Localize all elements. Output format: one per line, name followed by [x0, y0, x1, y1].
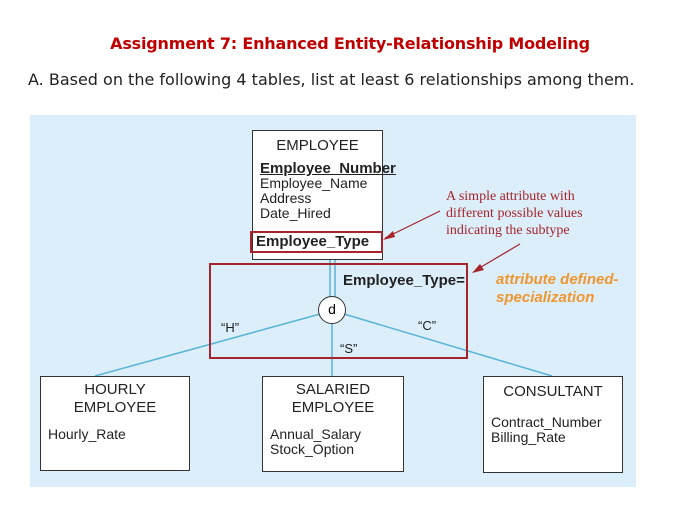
- hourly-employee-entity: [40, 376, 190, 471]
- employee-number-key: Employee_Number: [260, 160, 396, 177]
- salaried-value-label: “S”: [340, 341, 358, 356]
- discriminator-label: Employee_Type=: [343, 272, 465, 289]
- hourly-entity-name: HOURLY: [84, 381, 146, 398]
- specialization-note-line: specialization: [496, 289, 595, 306]
- specialization-note-line: attribute defined-: [496, 271, 619, 288]
- disjoint-symbol: d: [318, 296, 346, 324]
- annotation-line: indicating the subtype: [446, 223, 570, 238]
- specialization-note: [496, 271, 619, 307]
- employee-type-discriminator: Employee_Type: [250, 231, 383, 253]
- contract-number-attr: Contract_Number: [491, 414, 602, 430]
- stock-option-attr: Stock_Option: [270, 441, 355, 457]
- annotation-line: A simple attribute with: [446, 189, 575, 204]
- annotation-arrowhead: [383, 231, 395, 240]
- employee-name-attr: Employee_Name: [260, 175, 368, 191]
- attribute-annotation: [446, 188, 626, 239]
- annual-salary-attr: Annual_Salary: [270, 426, 362, 442]
- instruction-text: A. Based on the following 4 tables, list at least 6 relationships among them.: [28, 70, 635, 89]
- date-hired-attr: Date_Hired: [260, 205, 331, 221]
- note-arrowhead: [472, 264, 484, 273]
- assignment-title: Assignment 7: Enhanced Entity-Relationship Modeling: [110, 34, 590, 53]
- address-attr: Address: [260, 190, 312, 206]
- employee-entity-name: EMPLOYEE: [276, 137, 359, 154]
- salaried-entity-name: SALARIED: [295, 381, 371, 398]
- salaried-employee-entity: [262, 376, 404, 472]
- annotation-line: different possible values: [446, 206, 583, 221]
- consultant-value-label: “C”: [418, 318, 437, 333]
- hourly-rate-attr: Hourly_Rate: [48, 426, 126, 442]
- note-arrow: [476, 244, 520, 270]
- billing-rate-attr: Billing_Rate: [491, 429, 566, 445]
- hourly-value-label: “H”: [221, 320, 240, 335]
- salaried-entity-name: EMPLOYEE: [291, 399, 375, 416]
- consultant-entity-name: CONSULTANT: [503, 383, 603, 400]
- hourly-entity-name: EMPLOYEE: [73, 399, 157, 416]
- consultant-entity: [483, 376, 623, 473]
